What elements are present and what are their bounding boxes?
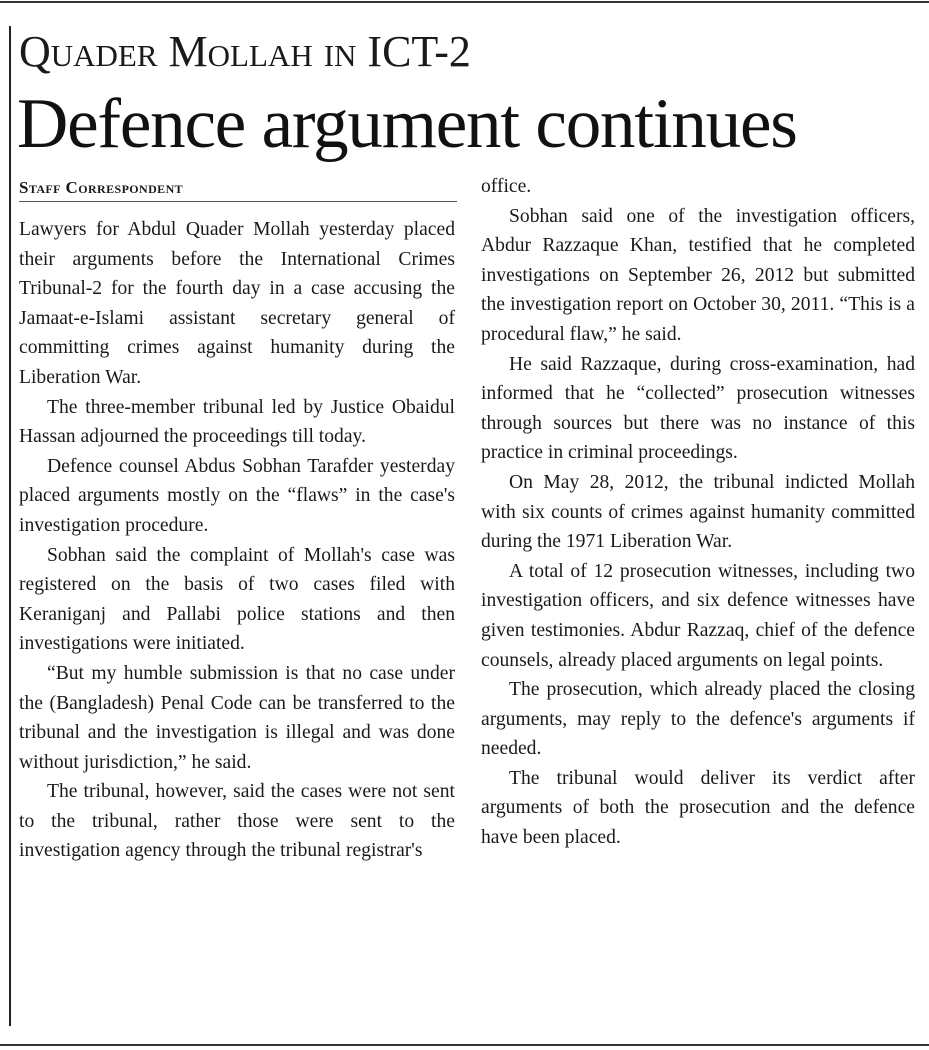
paragraph: On May 28, 2012, the tribunal indicted Mollah with six counts of crimes against humanity committed during the 1971 Liberation War. [481,471,915,553]
paragraph: A total of 12 prosecution witnesses, including two investigation officers, and six defence witnesses have given testimonies. Abdur Razzaq, chief of the defence counsels, already placed arguments on legal points. [481,560,915,671]
bottom-border-rule [0,1044,929,1046]
paragraph: The three-member tribunal led by Justice Obaidul Hassan adjourned the proceedings till today. [19,396,455,448]
article-column-left [19,215,455,866]
byline-rule [19,201,457,202]
paragraph: The prosecution, which already placed the closing arguments, may reply to the defence's arguments if needed. [481,679,915,760]
paragraph-lead: Lawyers for Abdul Quader Mollah yesterday placed their arguments before the International Crimes Tribunal-2 for the fourth day in a case accusing the Jamaat-e-Islami assistant secretary general of committing crimes against humanity during the Liberation War. [19,219,455,388]
paragraph-continuation: office. [481,176,532,197]
paragraph: The tribunal, however, said the cases were not sent to the tribunal, rather those were sent to the investigation agency through the tribunal registrar's [19,781,455,862]
article-headline: Defence argument continues [17,85,797,163]
paragraph: The tribunal would deliver its verdict after arguments of both the prosecution and the defence have been placed. [481,767,915,849]
article-byline: Staff Correspondent [19,178,184,197]
paragraph: Sobhan said one of the investigation officers, Abdur Razzaque Khan, testified that he completed investigations on September 26, 2012 but submitted the investigation report on October 30, 2011. “This is a procedural flaw,” he said. [481,205,915,345]
paragraph: Defence counsel Abdus Sobhan Tarafder yesterday placed arguments mostly on the “flaws” in the case's investigation procedure. [19,455,455,536]
left-border-rule [9,26,11,1026]
article-column-right [481,172,915,853]
paragraph: He said Razzaque, during cross-examination, had informed that he “collected” prosecution witnesses through sources but there was no instance of this practice in criminal proceedings. [481,353,915,464]
paragraph: Sobhan said the complaint of Mollah's case was registered on the basis of two cases filed with Keraniganj and Pallabi police stations and then investigations were initiated. [19,544,455,655]
paragraph: “But my humble submission is that no case under the (Bangladesh) Penal Code can be transferred to the tribunal and the investigation is illegal and was done without jurisdiction,” he said. [19,662,455,773]
article-kicker: Quader Mollah in ICT-2 [19,27,471,76]
top-border-rule [0,1,929,3]
